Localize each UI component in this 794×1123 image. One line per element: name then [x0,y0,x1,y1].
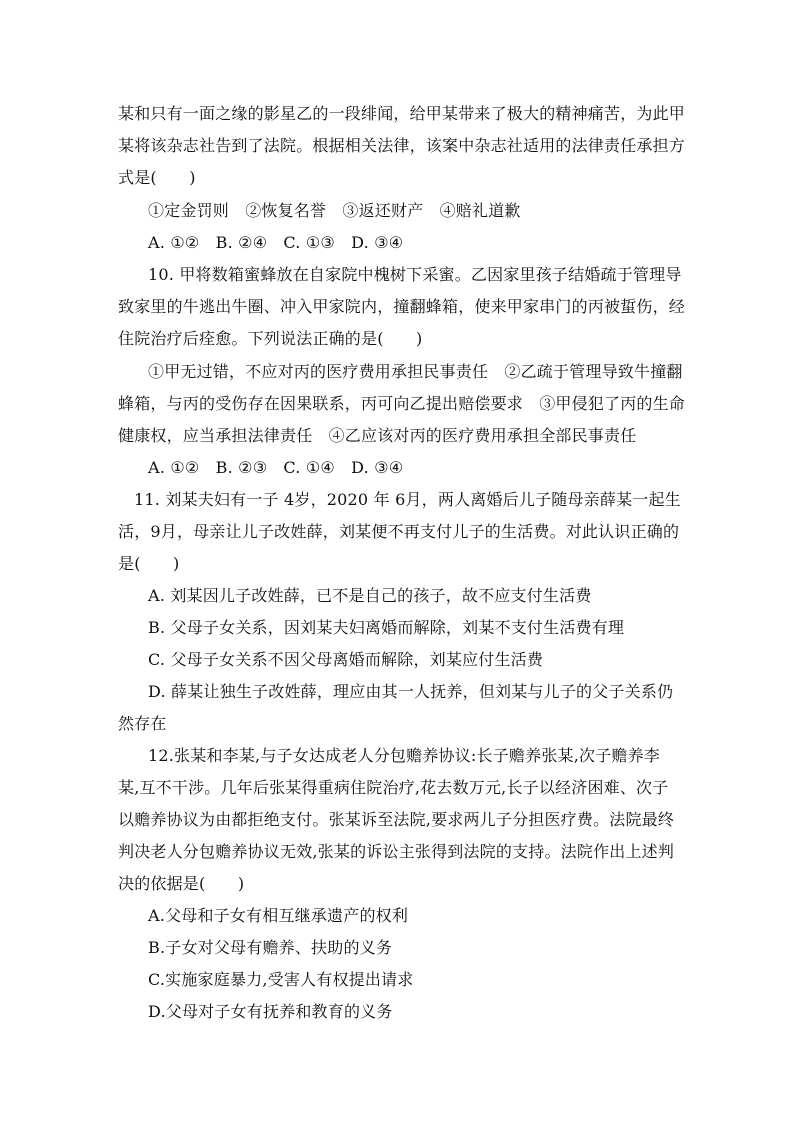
q12-option-d: D.父母对子女有抚养和教育的义务 [148,1002,393,1021]
q12-option-b: B.子女对父母有赡养、扶助的义务 [148,938,393,957]
q11-option-a: A. 刘某因儿子改姓薛，已不是自己的孩子，故不应支付生活费 [148,586,592,605]
q10-options-line-1: ①甲无过错，不应对丙的医疗费用承担民事责任 ②乙疏于管理导致牛撞翻 [148,362,683,381]
q11-stem-line-2: 活，9月，母亲让儿子改姓薛，刘某便不再支付儿子的生活费。对此认识正确的 [118,522,680,541]
q10-choices: A. ①② B. ②③ C. ①④ D. ③④ [148,458,404,477]
q12-stem-line-2: 某,互不干涉。几年后张某得重病住院治疗,花去数万元,长子以经济困难、次子 [118,778,669,797]
q11-option-d-line-2: 然存在 [118,714,167,733]
q11-stem-line-1: 11. 刘某夫妇有一子 4岁，2020 年 6月，两人离婚后儿子随母亲薛某一起生 [134,490,681,509]
q12-stem-line-4: 判决老人分包赡养协议无效,张某的诉讼主张得到法院的支持。法院作出上述判 [118,842,675,861]
q9-stem-line-1: 某和只有一面之缘的影星乙的一段绯闻，给甲某带来了极大的精神痛苦，为此甲 [118,104,686,123]
q9-options: ①定金罚则 ②恢复名誉 ③返还财产 ④赔礼道歉 [148,201,521,220]
q9-stem-line-3: 式是( ) [118,168,196,187]
q10-stem-line-2: 致家里的牛逃出牛圈、冲入甲家院内，撞翻蜂箱，使来甲家串门的丙被蜇伤，经 [118,297,686,316]
q11-option-c: C. 父母子女关系不因父母离婚而解除，刘某应付生活费 [148,650,544,669]
q12-option-c: C.实施家庭暴力,受害人有权提出请求 [148,970,414,989]
q10-stem-line-1: 10. 甲将数箱蜜蜂放在自家院中槐树下采蜜。乙因家里孩子结婚疏于管理导 [148,265,682,284]
q12-option-a: A.父母和子女有相互继承遗产的权利 [148,906,409,925]
q9-stem-line-2: 某将该杂志社告到了法院。根据相关法律，该案中杂志社适用的法律责任承担方 [118,136,686,155]
q10-stem-line-3: 住院治疗后痊愈。下列说法正确的是( ) [118,329,423,348]
q12-stem-line-1: 12.张某和李某,与子女达成老人分包赡养协议:长子赡养张某,次子赡养李 [148,746,661,765]
q11-option-b: B. 父母子女关系，因刘某夫妇离婚而解除，刘某不支付生活费有理 [148,618,625,637]
q11-stem-line-3: 是( ) [118,554,180,573]
q10-options-line-3: 健康权，应当承担法律责任 ④乙应该对丙的医疗费用承担全部民事责任 [118,426,637,445]
q10-options-line-2: 蜂箱，与丙的受伤存在因果联系，丙可向乙提出赔偿要求 ③甲侵犯了丙的生命 [118,394,686,413]
q12-stem-line-5: 决的依据是( ) [118,874,245,893]
q12-stem-line-3: 以赡养协议为由都拒绝支付。张某诉至法院,要求两儿子分担医疗费。法院最终 [118,810,675,829]
q11-option-d-line-1: D. 薛某让独生子改姓薛，理应由其一人抚养，但刘某与儿子的父子关系仍 [148,682,674,701]
q9-choices: A. ①② B. ②④ C. ①③ D. ③④ [148,233,404,252]
